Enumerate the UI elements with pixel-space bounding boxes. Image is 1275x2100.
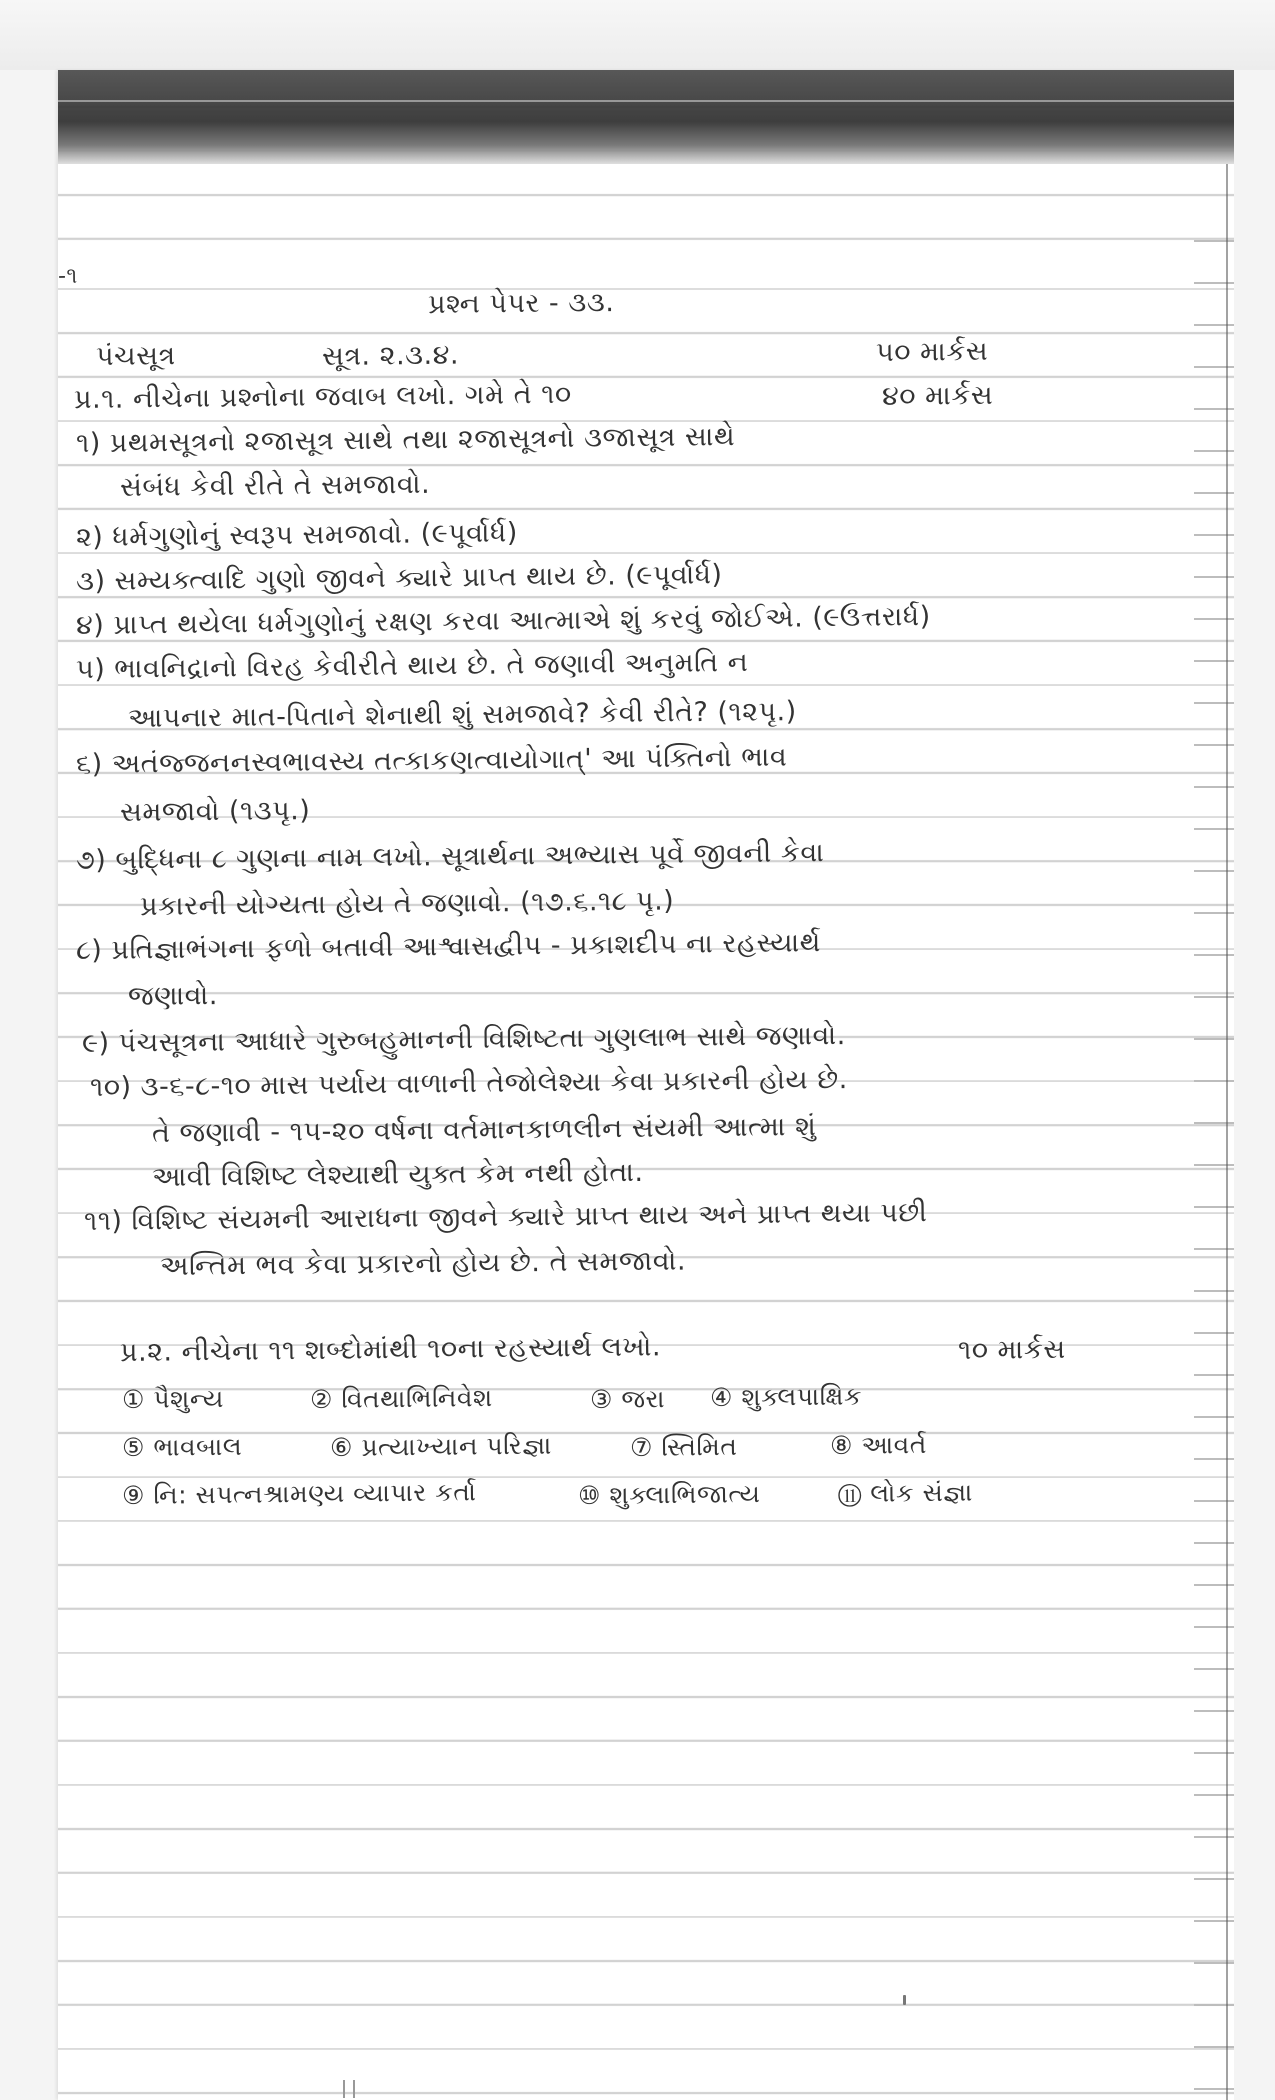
term-item: ⑧ આવર્ત: [829, 1429, 927, 1460]
term-item: ⑩ શુક્લાભિજાત્ય: [577, 1479, 761, 1510]
question-line: આપનાર માત-પિતાને શેનાથી શું સમજાવે? કેવી રીતે? (૧૨પૃ.): [127, 695, 797, 734]
question-line: અન્તિમ ભવ કેવા પ્રકારનો હોય છે. તે સમજાવો.: [159, 1245, 687, 1282]
term-item: ⑨ નિ: સપત્નશ્રામણ્ય વ્યાપાર કર્તા: [121, 1477, 477, 1510]
binding-mark: [343, 2080, 355, 2098]
question-line: જણાવો.: [127, 980, 219, 1012]
page-edge-line: [1226, 164, 1228, 2100]
section1-marks: ૪૦ માર્કસ: [881, 379, 994, 412]
question-line: ૮) પ્રતિજ્ઞાભંગના ફળો બતાવી આશ્વાસદ્વીપ - પ્રકાશદીપ ના રહસ્યાર્થ: [75, 927, 822, 966]
question-line: સમજાવો (૧૩પૃ.): [119, 795, 311, 828]
term-item: ⑥ પ્રત્યાખ્યાન પરિજ્ઞા: [329, 1430, 552, 1462]
scan-background: [0, 0, 1275, 70]
question-line: ૧૧) વિશિષ્ટ સંયમની આરાધના જીવને ક્યારે પ્રાપ્ત થાય અને પ્રાપ્ત થયા પછી: [83, 1197, 928, 1237]
question-line: ૪) પ્રાપ્ત થયેલા ધર્મગુણોનું રક્ષણ કરવા આત્માએ શું કરવું જોઈએ. (૯ઉત્તરાર્ધ): [75, 601, 931, 641]
question-line: ૬) અતંજ્જનનસ્વભાવસ્ય તત્કાકણત્વાયોગાત્' આ પંક્તિનો ભાવ: [75, 741, 788, 780]
question-line: ૨) ધર્મગુણોનું સ્વરૂપ સમજાવો. (૯પૂર્વાર્ધ): [75, 517, 518, 553]
total-marks: ૫૦ માર્કસ: [875, 335, 989, 368]
right-margin-rules: [1194, 200, 1234, 2100]
term-item: ② વિતથાભિનિવેશ: [309, 1383, 493, 1414]
section2-heading: પ્ર.૨. નીચેના ૧૧ શબ્દોમાંથી ૧૦ના રહસ્યાર્થ લખો.: [119, 1331, 662, 1368]
question-line: ૯) પંચસૂત્રના આધારે ગુરુબહુમાનની વિશિષ્ટતા ગુણલાભ સાથે જણાવો.: [81, 1020, 846, 1059]
term-item: ④ શુક્લપાક્ષિક: [709, 1381, 863, 1412]
photocopy-top-band: [58, 70, 1234, 164]
page-title: પ્રશ્ન પેપર - ૩૩.: [427, 287, 615, 320]
section1-heading: પ્ર.૧. નીચેના પ્રશ્નોના જવાબ લખો. ગમે તે ૧૦: [73, 378, 572, 415]
section2-marks: ૧૦ માર્કસ: [957, 1333, 1066, 1366]
term-item: ⑤ ભાવબાલ: [121, 1431, 243, 1462]
question-line: સંબંધ કેવી રીતે તે સમજાવો.: [119, 468, 431, 503]
question-line: ૭) બુદ્ધિના ૮ ગુણના નામ લખો. સૂત્રાર્થના અભ્યાસ પૂર્વે જીવની કેવા: [75, 837, 825, 876]
question-line: પ્રકારની યોગ્યતા હોય તે જણાવો. (૧૭.૬.૧૮ પૃ.): [139, 885, 675, 922]
term-item: ⑦ સ્તિમિત: [629, 1431, 738, 1462]
corner-mark: -૧: [57, 263, 78, 289]
question-line: ૩) સમ્યક્ત્વાદિ ગુણો જીવને ક્યારે પ્રાપ્ત થાય છે. (૯પૂર્વાર્ધ): [75, 559, 723, 597]
subject-name: પંચસૂત્ર: [95, 340, 176, 372]
question-line: તે જણાવી - ૧૫-૨૦ વર્ષના વર્તમાનકાળલીન સંયમી આત્મા શું: [151, 1111, 817, 1149]
term-item: ⑪ લોક સંજ્ઞા: [837, 1477, 973, 1508]
question-line: આવી વિશિષ્ટ લેશ્યાથી યુક્ત કેમ નથી હોતા.: [151, 1156, 644, 1193]
question-line: ૧૦) ૩-૬-૮-૧૦ માસ પર્યાય વાળાની તેજોલેશ્યા કેવા પ્રકારની હોય છે.: [89, 1064, 848, 1103]
question-line: ૧) પ્રથમસૂત્રનો ૨જાસૂત્ર સાથે તથા ૨જાસૂત્રનો ૩જાસૂત્ર સાથે: [75, 421, 736, 459]
question-line: ૫) ભાવનિદ્રાનો વિરહ કેવીરીતે થાય છે. તે જણાવી અનુમતિ ન: [75, 646, 749, 685]
sutra-range: સૂત્ર. ૨.૩.૪.: [321, 339, 460, 372]
term-item: ① પૈશુન્ય: [121, 1383, 225, 1414]
stray-pen-mark: [903, 1995, 906, 2005]
term-item: ③ જરા: [589, 1384, 666, 1414]
